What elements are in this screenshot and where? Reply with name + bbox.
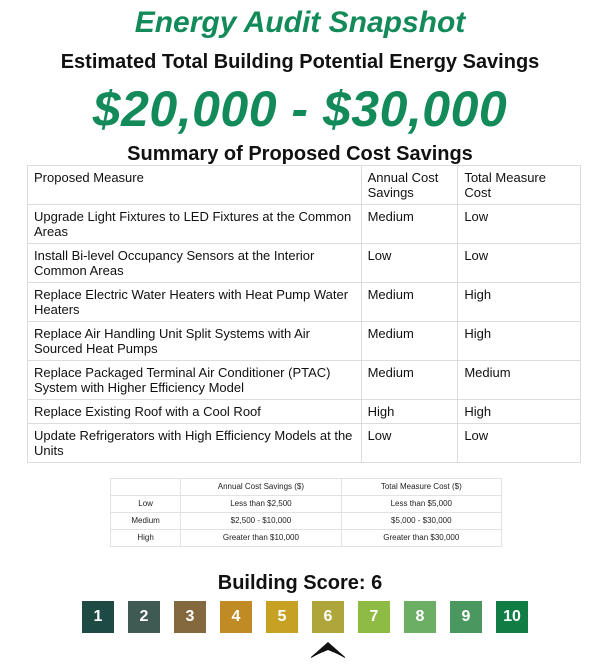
legend-level: Low <box>111 496 181 513</box>
score-box-9: 9 <box>450 601 482 633</box>
measure-cell: Replace Packaged Terminal Air Conditioner (PTAC) System with Higher Efficiency Model <box>28 361 362 400</box>
measure-cell: Replace Existing Roof with a Cool Roof <box>28 400 362 424</box>
legend-header-row <box>111 479 502 496</box>
score-box-2: 2 <box>128 601 160 633</box>
legend-cost-range: Less than $5,000 <box>341 496 501 513</box>
savings-cell: Medium <box>361 322 458 361</box>
table-row <box>28 244 581 283</box>
table-row <box>28 400 581 424</box>
measure-cell: Replace Electric Water Heaters with Heat Pump Water Heaters <box>28 283 362 322</box>
legend-level: High <box>111 530 181 547</box>
table-row <box>28 283 581 322</box>
cost-cell: Low <box>458 244 581 283</box>
legend-cost-range: Greater than $30,000 <box>341 530 501 547</box>
header-total-measure-cost: Total Measure Cost <box>458 166 581 205</box>
measures-table <box>27 165 581 463</box>
score-box-3: 3 <box>174 601 206 633</box>
legend-row <box>111 496 502 513</box>
table-row <box>28 205 581 244</box>
savings-cell: Medium <box>361 205 458 244</box>
score-box-8: 8 <box>404 601 436 633</box>
savings-cell: Low <box>361 424 458 463</box>
score-box-10: 10 <box>496 601 528 633</box>
measure-cell: Upgrade Light Fixtures to LED Fixtures at the Common Areas <box>28 205 362 244</box>
score-box-5: 5 <box>266 601 298 633</box>
measure-cell: Update Refrigerators with High Efficiency Models at the Units <box>28 424 362 463</box>
cost-cell: High <box>458 322 581 361</box>
score-box-1: 1 <box>82 601 114 633</box>
savings-amount: $20,000 - $30,000 <box>92 81 508 137</box>
savings-subtitle: Estimated Total Building Potential Energy Savings <box>60 51 540 73</box>
score-box-7: 7 <box>358 601 390 633</box>
page-title: Energy Audit Snapshot <box>134 6 466 39</box>
savings-cell: High <box>361 400 458 424</box>
summary-title: Summary of Proposed Cost Savings <box>127 143 473 165</box>
cost-cell: High <box>458 283 581 322</box>
savings-cell: Low <box>361 244 458 283</box>
cost-cell: Low <box>458 424 581 463</box>
cost-cell: Low <box>458 205 581 244</box>
measure-cell: Install Bi-level Occupancy Sensors at the Interior Common Areas <box>28 244 362 283</box>
table-row <box>28 361 581 400</box>
score-box-6: 6 <box>312 601 344 633</box>
legend-savings-range: $2,500 - $10,000 <box>181 513 341 530</box>
legend-savings-range: Less than $2,500 <box>181 496 341 513</box>
score-box-4: 4 <box>220 601 252 633</box>
building-score-title: Building Score: 6 <box>217 572 383 594</box>
table-header-row <box>28 166 581 205</box>
cost-legend-table <box>110 478 502 547</box>
header-proposed-measure: Proposed Measure <box>28 166 362 205</box>
table-row <box>28 424 581 463</box>
legend-level: Medium <box>111 513 181 530</box>
score-scale <box>82 601 530 633</box>
header-annual-cost-savings: Annual Cost Savings <box>361 166 458 205</box>
savings-cell: Medium <box>361 283 458 322</box>
legend-row <box>111 530 502 547</box>
legend-header-blank <box>111 479 181 496</box>
savings-cell: Medium <box>361 361 458 400</box>
legend-header-savings: Annual Cost Savings ($) <box>181 479 341 496</box>
chevron-up-icon <box>311 640 345 658</box>
cost-cell: High <box>458 400 581 424</box>
legend-cost-range: $5,000 - $30,000 <box>341 513 501 530</box>
legend-row <box>111 513 502 530</box>
cost-cell: Medium <box>458 361 581 400</box>
legend-savings-range: Greater than $10,000 <box>181 530 341 547</box>
legend-header-cost: Total Measure Cost ($) <box>341 479 501 496</box>
measure-cell: Replace Air Handling Unit Split Systems with Air Sourced Heat Pumps <box>28 322 362 361</box>
table-row <box>28 322 581 361</box>
